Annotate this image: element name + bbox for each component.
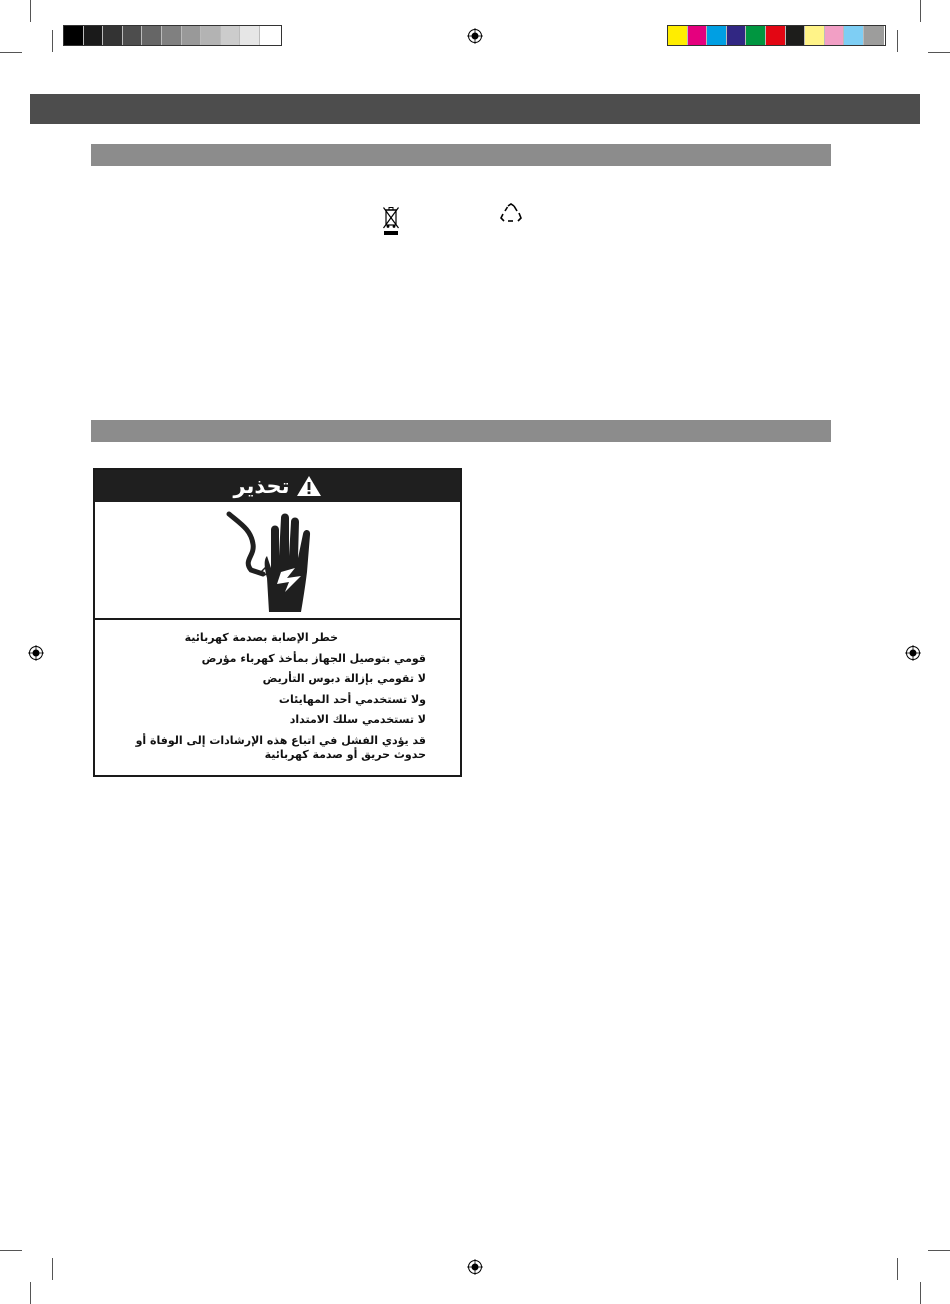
color-swatch: [707, 26, 727, 45]
color-swatch: [766, 26, 786, 45]
registration-mark-icon: [28, 645, 44, 661]
crop-mark: [920, 0, 921, 22]
crop-mark: [897, 30, 898, 52]
color-swatch: [142, 26, 162, 45]
warning-header: [95, 470, 460, 502]
electric-shock-hand-icon: [223, 508, 323, 614]
section-header-bar: [91, 420, 831, 442]
crop-mark: [30, 1282, 31, 1304]
color-swatch: [123, 26, 143, 45]
page-header-bar: [30, 94, 920, 124]
crop-mark: [928, 52, 950, 53]
color-swatch: [805, 26, 825, 45]
crop-mark: [920, 1282, 921, 1304]
crop-mark: [30, 0, 31, 22]
registration-mark-icon: [467, 1259, 483, 1275]
registration-mark-icon: [905, 645, 921, 661]
color-swatch: [844, 26, 864, 45]
color-swatch: [221, 26, 241, 45]
crop-mark: [0, 52, 22, 53]
warning-title: تحذير: [233, 474, 290, 498]
color-swatch: [201, 26, 221, 45]
warning-text: [125, 628, 426, 762]
grayscale-swatch-strip: [63, 25, 282, 46]
crop-mark: [928, 1250, 950, 1251]
warning-line: لا تستخدمي سلك الامتداد: [289, 713, 426, 726]
crop-mark: [52, 1258, 53, 1280]
color-swatch: [825, 26, 845, 45]
color-swatch-strip: [667, 25, 886, 46]
color-swatch: [668, 26, 688, 45]
crop-mark: [0, 1250, 22, 1251]
registration-mark-icon: [467, 28, 483, 44]
color-swatch: [84, 26, 104, 45]
section-header-bar: [91, 144, 831, 166]
color-swatch: [260, 26, 280, 45]
color-swatch: [103, 26, 123, 45]
warning-line: ولا تستخدمي أحد المهايئات: [278, 692, 426, 706]
warning-triangle-icon: [296, 475, 322, 497]
warning-line: قومي بتوصيل الجهاز بمأخذ كهرباء مؤرض: [201, 651, 426, 665]
color-swatch: [182, 26, 202, 45]
warning-heading: خطر الإصابة بصدمة كهربائية: [184, 631, 338, 644]
pictogram-area: [95, 502, 460, 620]
color-swatch: [162, 26, 182, 45]
crop-mark: [52, 30, 53, 52]
color-swatch: [64, 26, 84, 45]
color-swatch: [864, 26, 884, 45]
color-swatch: [688, 26, 708, 45]
color-swatch: [727, 26, 747, 45]
color-swatch: [786, 26, 806, 45]
color-swatch: [240, 26, 260, 45]
color-swatch: [746, 26, 766, 45]
crop-mark: [897, 1258, 898, 1280]
warning-line: لا تقومي بإزالة دبوس التأريض: [262, 672, 426, 685]
recycle-icon: [500, 203, 522, 223]
crossed-out-wheelie-bin-icon: [382, 206, 400, 236]
electric-shock-warning-box: [93, 468, 462, 777]
warning-consequence: قد يؤدي الفشل في اتباع هذه الإرشادات إلى الوفاة أو حدوث حريق أو صدمة كهربائية: [135, 733, 426, 761]
